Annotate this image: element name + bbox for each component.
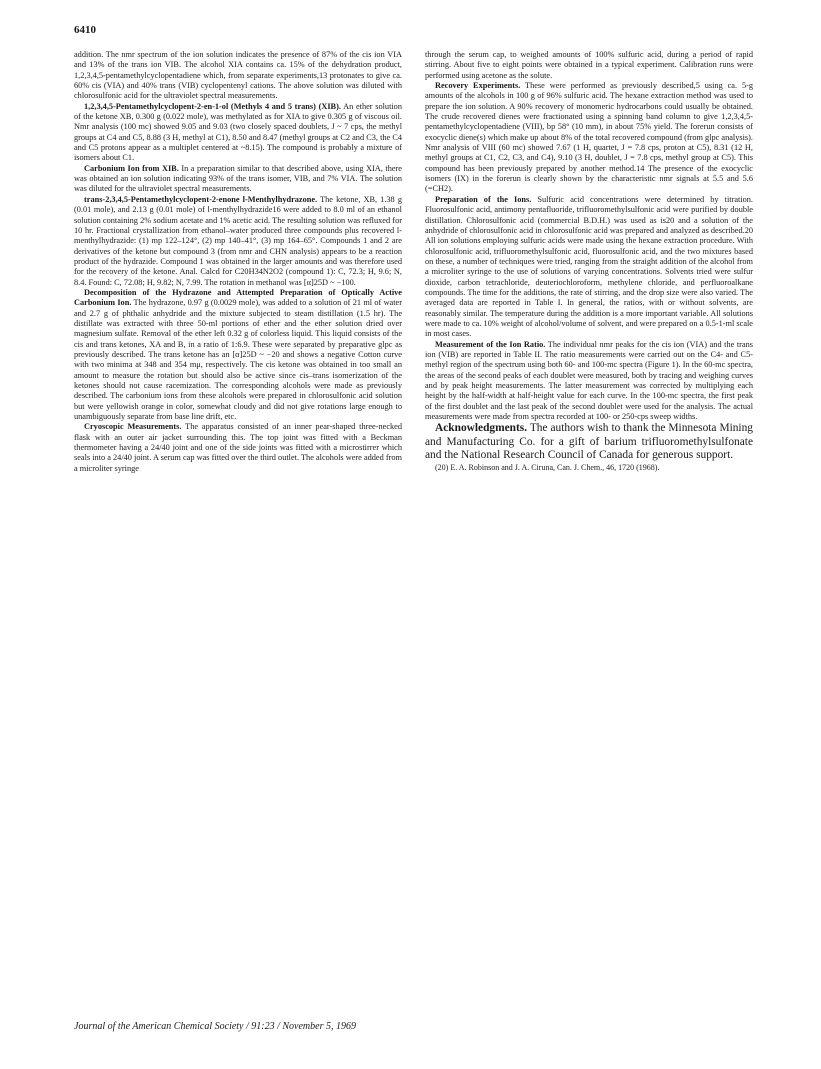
paragraph-text: An ether solution of the ketone XB, 0.300 g (0.022 mole), was methylated as for XIA to give 0.305 g of viscous oil. Nmr analysis (100 mc) showed 9.05 and 9.03 (two closely spaced doublets, J ~ 7 cps, the methyl groups at C4 and C5, 8.88 (3 H, methyl at C1), 8.50 and 8.47 (methyl groups at C2 and C3, the C4 and C5 protons appear as a multiplet centered at ~8.15). The compound is probably a mixture of isomers about C1.: [74, 101, 402, 163]
page-number: 6410: [74, 24, 96, 36]
right-column: [425, 50, 753, 473]
paragraph: [425, 50, 753, 81]
paragraph: [74, 164, 402, 195]
paragraph-text: Sulfuric acid concentrations were determined by titration. Fluorosulfonic acid, antimony pentafluoride, trifluoromethylsulfonic acid were purified by double distillation. Chlorosulfonic acid (commercial B.D.H.) was used as is20 and a solution of the anhydride of chlorosulfonic acid in chlorosulfonic acid was prepared and analyzed as described.20 All ion solutions employing sulfuric acids were made using the hexane extraction procedure. With chlorosulfonic acid, trifluoromethylsulfonic acid, fluorosulfonic acid, and the two mixtures based on these, a number of techniques were tried, ranging from the straight addition of the alcohol from a microliter syringe to the use of solutions of varying concentrations. Solvents tried were sulfur dioxide, carbon tetrachloride, deuteriochloroform, methylene chloride, and perfluoroalkane compounds. The time for the additions, the rate of stirring, and the drop size were also varied. The averaged data are reported in Table I. In general, the ratios, with or without solvents, are reasonably similar. The temperature during the addition is a more important variable. All solutions were made to ca. 10% weight of alcohol/volume of solvent, and were prepared on a 0.5-1-ml scale in most cases.: [425, 194, 753, 339]
paragraph: [74, 195, 402, 288]
paragraph: [74, 288, 402, 422]
paragraph-text: through the serum cap, to weighed amounts of 100% sulfuric acid, during a period of rapid stirring. About five to eight points were obtained in a typical experiment. Calibration runs were performed using acetone as the solute.: [425, 50, 753, 80]
paragraph-text: The apparatus consisted of an inner pear-shaped three-necked flask with an outer air jacket surrounding this. The top joint was fitted with a Beckman thermometer having a 24/40 joint and one of the side joints was fitted with a microstirrer which seals into a 24/40 joint. A serum cap was fitted over the third outlet. The alcohols were added from a microliter syringe: [74, 422, 402, 473]
acknowledgments-text: The authors wish to thank the Minnesota Mining and Manufacturing Co. for a gift of barium trifluoromethylsulfonate and the National Research Council of Canada for generous support.: [425, 422, 753, 462]
reference-20: (20) E. A. Robinson and J. A. Ciruna, Can. J. Chem., 46, 1720 (1968).: [435, 462, 660, 472]
paragraph: [74, 422, 402, 474]
paragraph-heading: Carbonium Ion from XIB.: [84, 163, 179, 173]
paragraph-text: The individual nmr peaks for the cis ion (VIA) and the trans ion (VIB) are reported in Table II. The ratio measurements were carried out on the C4- and C5-methyl region of the spectrum using both 60- and 100-mc spectra (Figure 1). In the 60-mc spectra, the areas of the second peaks of each doublet were measured, both by tracing and weighing curves and by peak height measurements. The latter measurement was corrected by multiplying each height by the half-width at half-height value for each curve. In the 100-mc spectra, the first peak of the first doublet and the last peak of the second doublet were used for the analysis. The actual measurements were made from spectra recorded at 100- or 250-cps sweep widths.: [425, 339, 754, 422]
paragraph: [425, 340, 753, 423]
paragraph: [425, 81, 753, 195]
paragraph-heading: Cryoscopic Measurements.: [84, 422, 182, 432]
paragraph-text: In a preparation similar to that described above, using XIA, there was obtained an ion solution indicating 93% of the trans isomer, VIB, and 7% VIA. The solution was diluted for the ultraviolet spectral measurements.: [74, 163, 402, 194]
paragraph: [74, 50, 402, 102]
left-column: [74, 50, 402, 474]
paragraph-heading: Preparation of the Ions.: [435, 194, 532, 204]
paragraph-heading: Decomposition of the Hydrazone and Attempted Preparation of Optically Active Carbonium Ion.: [74, 287, 402, 308]
paragraph: [74, 102, 402, 164]
paragraph-heading: Measurement of the Ion Ratio.: [435, 339, 546, 349]
paragraph-text: addition. The nmr spectrum of the ion solution indicates the presence of 87% of the cis ion VIA and 13% of the trans ion VIB. The alcohol XIA contains ca. 15% of the dehydration product, 1,2,3,4,5-pentamethylcyclopentadiene which, from separate experiments,13 protonates to give ca. 60% cis (VIA) and 40% trans (VIB) cyclopentenyl cations. The above solution was diluted with chlorosulfonic acid for the ultraviolet spectral measurements.: [74, 50, 402, 101]
paragraph-heading: Recovery Experiments.: [435, 81, 521, 91]
acknowledgments: [425, 422, 753, 462]
paragraph-text: These were performed as previously described,5 using ca. 5-g amounts of the alcohols in 100 g of 96% sulfuric acid. The hexane extraction method was used to prepare the ion solution. A 90% recovery of monomeric hydrocarbons could usually be obtained. The crude recovered dienes were fractionated using a spinning band column to give 1,2,3,4,5-pentamethylcyclopentadiene (VIII), bp 58° (10 mm), in about 75% yield. The forerun consists of exocyclic diene(s) which make up about 8% of the total recovered compound (from glpc analysis). Nmr analysis of VIII (60 mc) showed 7.67 (1 H, quartet, J = 7.8 cps, proton at C5), 8.31 (12 H, methyl groups at C1, C2, C3, and C4), 9.10 (3 H, doublet, J = 7.8 cps, methyl group at C5). This compound has been previously prepared by another method.14 The presence of the exocyclic isomers (IX) in the forerun is clearly shown by the characteristic nmr signals at 5.5 and 5.6 (=CH2).: [425, 81, 753, 194]
acknowledgments-heading: Acknowledgments.: [435, 422, 528, 435]
paragraph-text: The ketone, XB, 1.38 g (0.01 mole), and 2.13 g (0.01 mole) of l-menthylhydrazide16 were added to 8.0 ml of an ethanol solution containing 2% sodium acetate and 1% acetic acid. The resulting solution was refluxed for 10 hr. Fractional crystallization from ethanol–water produced three compounds plus recovered l-menthylhydrazide: (1) mp 122–124°, (2) mp 140–41°, (3) mp 164–65°. Compounds 1 and 2 are derivatives of the ketone but compound 3 (from nmr and CHN analysis) appears to be a reaction product of the hydrazide. Compound 1 was obtained in the larger amounts and was therefore used for the recovery of the ketone. Anal. Calcd for C20H34N2O2 (compound 1): C, 72.3; H, 9.6; N, 8.4. Found: C, 72.08; H, 9.82; N, 7.99. The rotation in methanol was [α]25D ~ −100.: [74, 194, 402, 287]
paragraph-heading: trans-2,3,4,5-Pentamethylcyclopent-2-enone l-Menthylhydrazone.: [84, 194, 318, 204]
journal-footer: Journal of the American Chemical Society / 91:23 / November 5, 1969: [74, 1021, 356, 1032]
paragraph-heading: 1,2,3,4,5-Pentamethylcyclopent-2-en-1-ol (Methyls 4 and 5 trans) (XIB).: [84, 101, 341, 111]
paragraph: [425, 195, 753, 340]
paragraph-text: The hydrazone, 0.97 g (0.0029 mole), was added to a solution of 21 ml of water and 2.7 g of phthalic anhydride and the mixture subjected to steam distillation (1.5 hr). The distillate was extracted with three 50-ml portions of ether and the ether solution dried over magnesium sulfate. Removal of the ether left 0.32 g of colorless liquid. This liquid consists of the cis and trans ketones, XA and B, in a ratio of 1:6.9. These were separated by preparative glpc as previously described. The trans ketone has an [α]25D ~ −20 and shows a negative Cotton curve with two minima at 348 and 354 mμ, respectively. The cis ketone was obtained in too small an amount to measure the rotation but should also be active since cis–trans isomerization of the ketones should not cause racemization. The corresponding alcohols were made as previously described. The carbonium ions from these alcohols were prepared in chlorosulfonic acid solution but were yellowish orange in color, somewhat cloudy and did not give rotations large enough to unambiguously separate from base line drift, etc.: [74, 298, 402, 422]
